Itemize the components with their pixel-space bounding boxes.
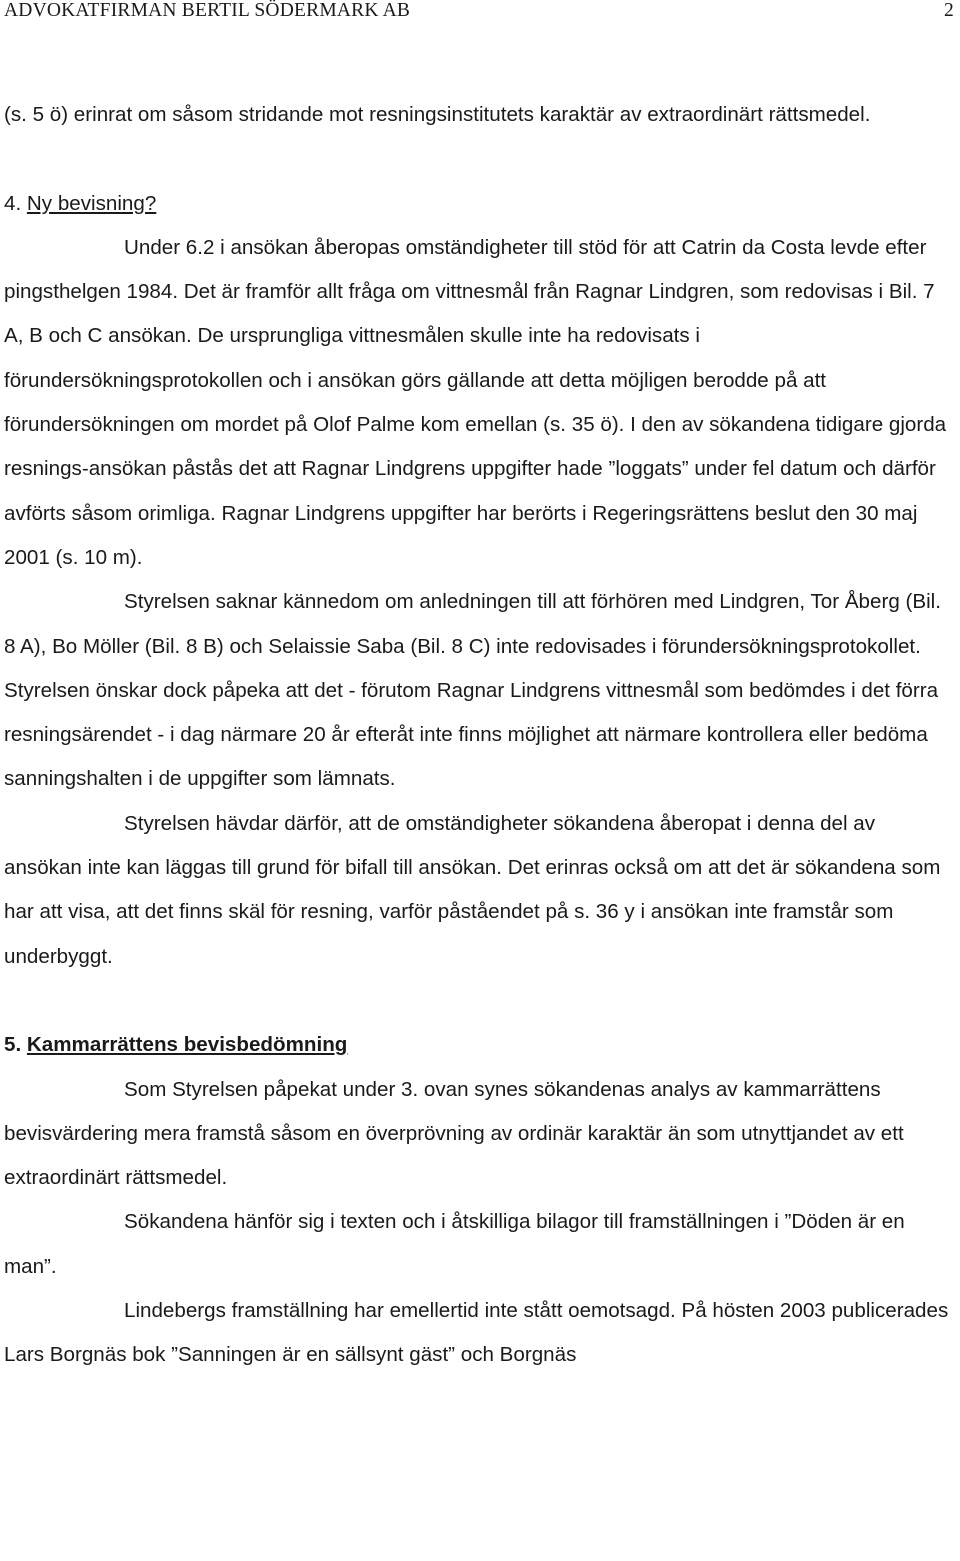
page-header [4,0,956,28]
page-number: 2 [944,0,954,21]
section-number: 4. [4,191,22,215]
firm-name: ADVOKATFIRMAN BERTIL SÖDERMARK AB [4,0,411,21]
section-title: Kammarrättens bevisbedömning [26,1033,348,1057]
section-title: Ny bevisning? [26,191,157,215]
section-number: 5. [4,1033,22,1057]
paragraph-board-claims: Styrelsen hävdar därför, att de omständigheter sökandena åberopat i denna del av ansökan inte kan läggas till grund för bifall till ansökan. Det erinras också om att det är sökandena som har att visa, att det finns skäl för resning, varför påståendet på s. 36 y i ansökan inte framstår som underbyggt. [4,811,941,968]
paragraph-book-reference: Sökandena hänför sig i texten och i åtskilliga bilagor till framställningen i ”Döden är en man”. [4,1210,905,1278]
paragraph-board-unaware: Styrelsen saknar kännedom om anledningen till att förhören med Lindgren, Tor Åberg (Bil. 8 A), Bo Möller (Bil. 8 B) och Selaissie Saba (Bil. 8 C) inte redovisades i förundersökningsprotokollet. Styrelsen önskar dock påpeka att det - förutom Ragnar Lindgrens vittnesmål som bedömdes i det förra resningsärendet - i dag närmare 20 år efteråt inte finns möjlighet att närmare kontrollera eller bedöma sanningshalten i de uppgifter som lämnats. [4,590,941,791]
blank-line [4,137,956,181]
section-heading-5 [4,1023,956,1067]
paragraph-new-evidence: Under 6.2 i ansökan åberopas omständigheter till stöd för att Catrin da Costa levde efter pingsthelgen 1984. Det är framför allt fråga om vittnesmål från Ragnar Lindgren, som redovisas i Bil. 7 A, B och C ansökan. De ursprungliga vittnesmålen skulle inte ha redovisats i förundersökningsprotokollen och i ansökan görs gällande att detta möjligen berodde på att förundersökningen om mordet på Olof Palme kom emellan (s. 35 ö). I den av sökandena tidigare gjorda resnings-ansökan påstås det att Ragnar Lindgrens uppgifter hade ”loggats” under fel datum och därför avförts såsom orimliga. Ragnar Lindgrens uppgifter har berörts i Regeringsrättens beslut den 30 maj 2001 (s. 10 m). [4,235,947,569]
document-body [4,93,956,1378]
paragraph-evidence-assessment: Som Styrelsen påpekat under 3. ovan synes sökandenas analys av kammarrättens bevisvärdering mera framstå såsom en överprövning av ordinär karaktär än som utnyttjandet av ett extraordinärt rättsmedel. [4,1077,904,1190]
paragraph-continuation: (s. 5 ö) erinrat om såsom stridande mot resningsinstitutets karaktär av extraordinärt rättsmedel. [4,103,871,126]
section-heading-4 [4,182,956,226]
paragraph-lindeberg: Lindebergs framställning har emellertid inte stått oemotsagd. På hösten 2003 publicerades Lars Borgnäs bok ”Sanningen är en sällsynt gäst” och Borgnäs [4,1299,949,1367]
blank-line [4,979,956,1023]
